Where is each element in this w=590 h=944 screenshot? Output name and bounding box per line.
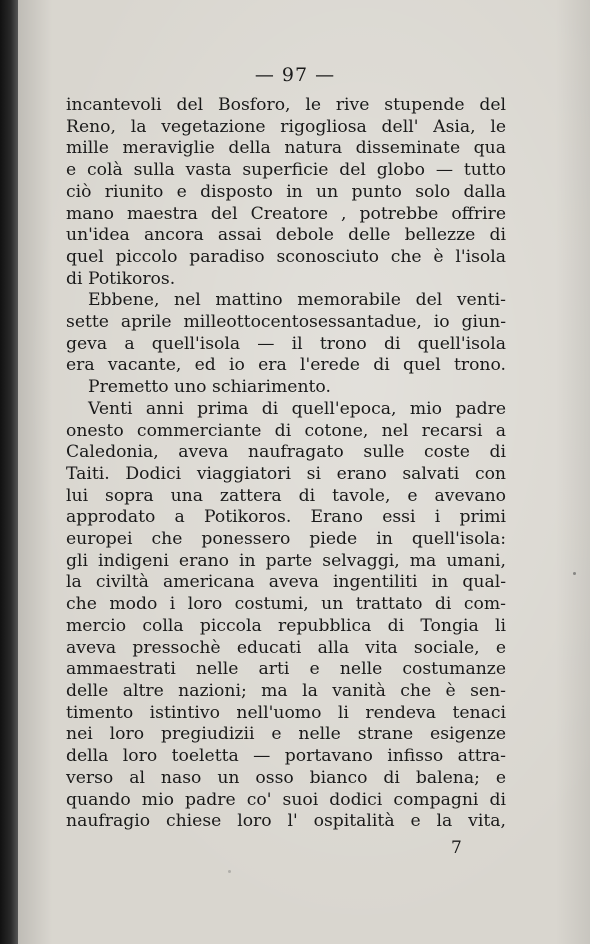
text-line: verso al naso un osso bianco di balena; e — [66, 767, 506, 788]
text-line: Caledonia, aveva naufragato sulle coste di — [66, 442, 506, 463]
text-line: sette aprile milleottocentosessantadue, io giun- — [66, 312, 506, 333]
text-line: nei loro pregiudizii e nelle strane esigenze — [66, 724, 506, 745]
text-line: un'idea ancora assai debole delle bellezze di — [66, 225, 506, 246]
book-spine-shadow — [0, 0, 18, 944]
text-line: la civiltà americana aveva ingentiliti in qual- — [66, 572, 506, 593]
text-line: naufragio chiese loro l' ospitalità e la vita, — [66, 811, 506, 832]
text-line: delle altre nazioni; ma la vanità che è sen- — [66, 680, 506, 701]
text-line: geva a quell'isola — il trono di quell'isola — [66, 333, 506, 354]
text-line: mille meraviglie della natura disseminate qua — [66, 138, 506, 159]
text-line: incantevoli del Bosforo, le rive stupende del — [66, 95, 506, 115]
text-line: Premetto uno schiarimento. — [88, 377, 331, 398]
text-line: e colà sulla vasta superficie del globo — tutto — [66, 160, 506, 181]
signature-mark: 7 — [451, 838, 462, 858]
text-line: quel piccolo paradiso sconosciuto che è l'isola — [66, 246, 506, 267]
text-line: di Potikoros. — [66, 268, 176, 289]
text-line: mano maestra del Creatore , potrebbe offrire — [66, 203, 506, 224]
text-line: era vacante, ed io era l'erede di quel trono. — [66, 355, 506, 376]
page-number: — 97 — — [254, 64, 336, 86]
text-line: Ebbene, nel mattino memorabile del venti- — [88, 290, 506, 311]
text-line: timento istintivo nell'uomo li rendeva tenaci — [66, 702, 506, 723]
body-text — [66, 95, 506, 833]
text-line: ammaestrati nelle arti e nelle costumanze — [66, 659, 506, 680]
text-line: approdato a Potikoros. Erano essi i primi — [66, 507, 506, 528]
text-line: Reno, la vegetazione rigogliosa dell' Asia, le — [66, 116, 506, 137]
text-line: aveva pressochè educati alla vita sociale, e — [66, 637, 506, 658]
text-line: gli indigeni erano in parte selvaggi, ma umani, — [66, 550, 506, 571]
text-line: lui sopra una zattera di tavole, e avevano — [66, 485, 506, 506]
text-line: quando mio padre co' suoi dodici compagni di — [66, 789, 506, 810]
text-line: ciò riunito e disposto in un punto solo dalla — [66, 181, 506, 202]
paper-speck — [228, 870, 231, 873]
text-line: Taiti. Dodici viaggiatori si erano salvati con — [66, 463, 506, 484]
text-line: europei che ponessero piede in quell'isola: — [66, 529, 506, 550]
paper-speck — [573, 572, 576, 575]
text-line: della loro toeletta — portavano infisso attra- — [66, 746, 506, 767]
text-line: onesto commerciante di cotone, nel recarsi a — [66, 420, 506, 441]
text-line: mercio colla piccola repubblica di Tongia li — [66, 615, 506, 636]
text-line: che modo i loro costumi, un trattato di com- — [66, 594, 506, 615]
text-line: Venti anni prima di quell'epoca, mio padre — [88, 398, 506, 419]
